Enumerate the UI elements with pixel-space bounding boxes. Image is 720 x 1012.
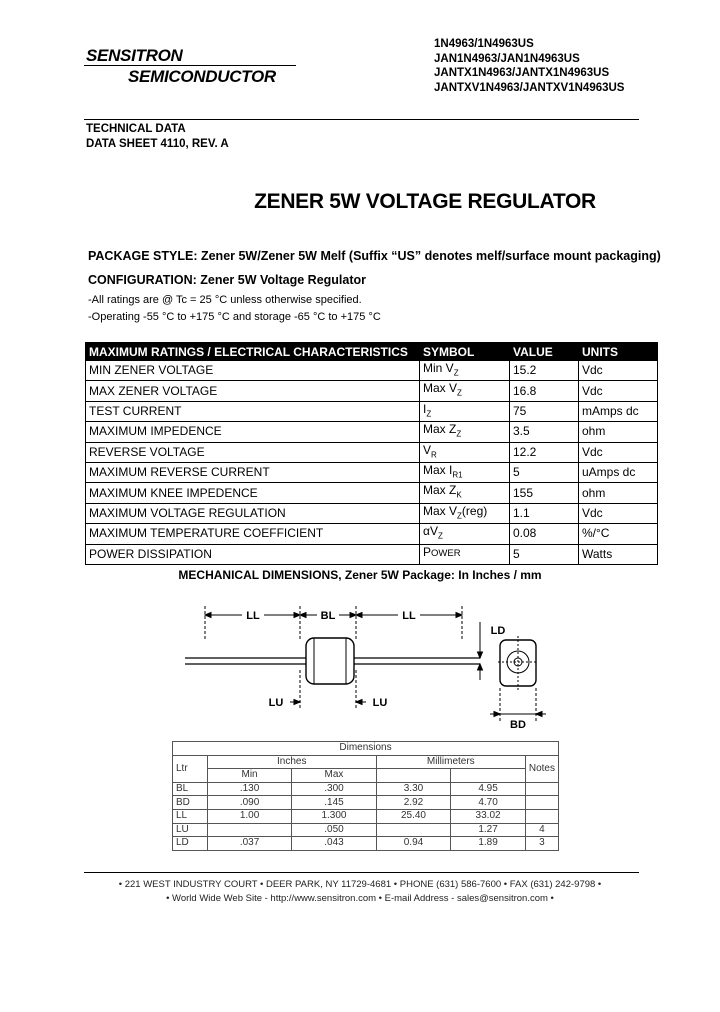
table-row: [86, 381, 658, 401]
param-cell: MIN ZENER VOLTAGE: [86, 361, 420, 381]
part-number: JANTXV1N4963/JANTXV1N4963US: [434, 81, 625, 94]
param-cell: MAX ZENER VOLTAGE: [86, 381, 420, 401]
end-view-body: [500, 640, 536, 686]
label-bl: BL: [320, 610, 336, 622]
dims-col-ltr: Ltr: [173, 755, 208, 782]
symbol-text: V: [423, 442, 432, 457]
table-row: [86, 462, 658, 482]
table-row: [86, 544, 658, 564]
symbol-subscript: R: [431, 449, 437, 459]
dims-cell-notes: [525, 809, 558, 823]
value-cell: 1.1: [510, 503, 579, 523]
symbol-cell: [420, 442, 510, 462]
units-cell: Watts: [579, 544, 658, 564]
symbol-subscript: R1: [452, 470, 463, 480]
value-cell: 16.8: [510, 381, 579, 401]
symbol-suffix: (reg): [461, 503, 488, 518]
param-cell: MAXIMUM IMPEDENCE: [86, 422, 420, 442]
symbol-cell: [420, 422, 510, 442]
symbol-cell: [420, 483, 510, 503]
symbol-suffix: OWER: [431, 547, 461, 559]
symbol-cell: [420, 503, 510, 523]
value-cell: 75: [510, 401, 579, 421]
units-cell: uAmps dc: [579, 462, 658, 482]
param-cell: REVERSE VOLTAGE: [86, 442, 420, 462]
dims-caption: Dimensions: [173, 742, 559, 756]
dims-cell-notes: [525, 782, 558, 796]
value-cell: 0.08: [510, 524, 579, 544]
symbol-text: P: [423, 544, 432, 559]
symbol-text: αV: [423, 524, 438, 539]
col-header-value: VALUE: [510, 343, 579, 361]
symbol-subscript: Z: [456, 429, 462, 439]
ratings-note: -All ratings are @ Tc = 25 °C unless otherwise specified.: [88, 294, 362, 306]
symbol-subscript: Z: [457, 511, 462, 521]
package-style: PACKAGE STYLE: Zener 5W/Zener 5W Melf (Suffix “US” denotes melf/surface mount packaging): [88, 249, 661, 263]
company-name-line1: SENSITRON: [86, 46, 183, 65]
dims-sub-max: Max: [292, 769, 376, 783]
ratings-body: [86, 361, 658, 565]
header-divider: [84, 119, 639, 120]
param-cell: TEST CURRENT: [86, 401, 420, 421]
table-row: [86, 361, 658, 381]
symbol-cell: [420, 381, 510, 401]
table-row: [86, 483, 658, 503]
dimensions-table: [172, 741, 559, 851]
symbol-subscript: Z: [437, 531, 443, 541]
param-cell: POWER DISSIPATION: [86, 544, 420, 564]
footer-address: • 221 WEST INDUSTRY COURT • DEER PARK, NY 11729-4681 • PHONE (631) 586-7600 • FAX (631) 242-9798 •: [118, 879, 602, 890]
param-cell: MAXIMUM TEMPERATURE COEFFICIENT: [86, 524, 420, 544]
table-row: [86, 422, 658, 442]
dims-cell-mm-max: 4.95: [451, 782, 526, 796]
units-cell: mAmps dc: [579, 401, 658, 421]
dims-cell-ltr: LU: [173, 823, 208, 837]
arrow-head: [478, 652, 483, 658]
value-cell: 3.5: [510, 422, 579, 442]
label-ll-left: LL: [246, 610, 260, 622]
units-cell: Vdc: [579, 503, 658, 523]
dims-cell-notes: 3: [525, 837, 558, 851]
dims-cell-ltr: LD: [173, 837, 208, 851]
dims-sub-mm-max: [451, 769, 526, 783]
arrow-head: [456, 613, 462, 618]
table-row: [173, 837, 559, 851]
symbol-cell: [420, 544, 510, 564]
symbol-text: Min V: [423, 361, 454, 375]
arrow-head: [294, 700, 300, 705]
units-cell: ohm: [579, 422, 658, 442]
dims-cell-notes: [525, 796, 558, 810]
param-cell: MAXIMUM VOLTAGE REGULATION: [86, 503, 420, 523]
symbol-text: Max V: [423, 381, 458, 396]
dims-cell-ltr: BD: [173, 796, 208, 810]
table-row: [86, 442, 658, 462]
col-header-symbol: SYMBOL: [420, 343, 510, 361]
dims-sub-min: Min: [207, 769, 291, 783]
dims-col-inches: Inches: [207, 755, 376, 769]
logo-underline: [84, 65, 296, 66]
param-cell: MAXIMUM REVERSE CURRENT: [86, 462, 420, 482]
units-cell: %/°C: [579, 524, 658, 544]
label-lu-left: LU: [268, 697, 284, 709]
arrow-head: [356, 613, 362, 618]
dims-cell-in-min: .037: [207, 837, 291, 851]
dims-cell-mm-min: 2.92: [376, 796, 451, 810]
param-cell: MAXIMUM KNEE IMPEDENCE: [86, 483, 420, 503]
value-cell: 155: [510, 483, 579, 503]
dims-cell-ltr: LL: [173, 809, 208, 823]
table-row: [86, 401, 658, 421]
dims-cell-in-min: .130: [207, 782, 291, 796]
dims-cell-in-max: 1.300: [292, 809, 376, 823]
symbol-text: Max I: [423, 462, 453, 477]
arrow-head: [300, 613, 306, 618]
col-header-units: UNITS: [579, 343, 658, 361]
arrow-head: [478, 664, 483, 670]
symbol-text: I: [423, 401, 427, 416]
dims-cell-mm-max: 1.89: [451, 837, 526, 851]
part-number: JANTX1N4963/JANTX1N4963US: [434, 67, 610, 79]
symbol-subscript: Z: [426, 409, 432, 419]
symbol-cell: [420, 462, 510, 482]
part-number: 1N4963/1N4963US: [434, 38, 534, 50]
symbol-text: Max Z: [423, 483, 457, 498]
table-row: [173, 796, 559, 810]
table-row: [86, 524, 658, 544]
package-drawing: [180, 600, 560, 730]
footer-web: • World Wide Web Site - http://www.sensitron.com • E-mail Address - sales@sensitron.com •: [166, 893, 554, 904]
technical-data-label: TECHNICAL DATA: [86, 123, 186, 135]
dims-col-mm: Millimeters: [376, 755, 525, 769]
units-cell: Vdc: [579, 442, 658, 462]
dims-cell-in-max: .145: [292, 796, 376, 810]
dims-cell-in-min: 1.00: [207, 809, 291, 823]
dims-sub-mm-min: [376, 769, 451, 783]
diode-body: [306, 638, 354, 684]
dims-body: [173, 782, 559, 850]
arrow-head: [205, 613, 211, 618]
dims-cell-mm-min: 3.30: [376, 782, 451, 796]
dims-cell-mm-max: 1.27: [451, 823, 526, 837]
dims-col-notes: Notes: [525, 755, 558, 782]
value-cell: 5: [510, 544, 579, 564]
dims-cell-in-min: [207, 823, 291, 837]
mechanical-title: MECHANICAL DIMENSIONS, Zener 5W Package: In Inches / mm: [178, 568, 542, 582]
symbol-subscript: K: [456, 490, 462, 500]
arrow-head: [536, 712, 542, 717]
dims-cell-mm-max: 33.02: [451, 809, 526, 823]
symbol-cell: [420, 401, 510, 421]
dims-cell-mm-max: 4.70: [451, 796, 526, 810]
value-cell: 5: [510, 462, 579, 482]
ratings-table: [85, 342, 658, 565]
label-ld: LD: [490, 625, 506, 637]
units-cell: ohm: [579, 483, 658, 503]
symbol-subscript: Z: [457, 388, 462, 398]
dims-cell-in-max: .300: [292, 782, 376, 796]
part-number: JAN1N4963/JAN1N4963US: [434, 52, 580, 65]
label-bd: BD: [510, 719, 526, 730]
part-numbers: [434, 37, 624, 95]
footer-divider: [84, 872, 639, 873]
value-cell: 12.2: [510, 442, 579, 462]
configuration: CONFIGURATION: Zener 5W Voltage Regulator: [88, 273, 367, 287]
symbol-text: Max Z: [423, 422, 457, 437]
page-title: ZENER 5W VOLTAGE REGULATOR: [254, 190, 596, 213]
symbol-cell: [420, 361, 510, 381]
col-header-parameter: MAXIMUM RATINGS / ELECTRICAL CHARACTERISTICS: [86, 343, 420, 361]
units-cell: Vdc: [579, 381, 658, 401]
units-cell: Vdc: [579, 361, 658, 381]
dims-cell-mm-min: 25.40: [376, 809, 451, 823]
table-row: [173, 809, 559, 823]
table-row: [173, 823, 559, 837]
dims-cell-in-max: .050: [292, 823, 376, 837]
dims-cell-in-min: .090: [207, 796, 291, 810]
dims-cell-mm-min: 0.94: [376, 837, 451, 851]
table-row: [86, 503, 658, 523]
dims-cell-mm-min: [376, 823, 451, 837]
ratings-header-row: [86, 343, 658, 361]
data-sheet-label: DATA SHEET 4110, REV. A: [86, 137, 229, 150]
symbol-subscript: Z: [453, 368, 459, 378]
label-lu-right: LU: [372, 697, 388, 709]
dims-cell-notes: 4: [525, 823, 558, 837]
symbol-text: Max V: [423, 503, 458, 518]
arrow-head: [356, 700, 362, 705]
operating-note: -Operating -55 °C to +175 °C and storage -65 °C to +175 °C: [88, 311, 381, 323]
symbol-cell: [420, 524, 510, 544]
dims-cell-ltr: BL: [173, 782, 208, 796]
table-row: [173, 782, 559, 796]
value-cell: 15.2: [510, 361, 579, 381]
technical-data-block: [86, 122, 229, 151]
label-ll-right: LL: [402, 610, 416, 622]
company-name-line2: SEMICONDUCTOR: [128, 67, 276, 86]
dims-cell-in-max: .043: [292, 837, 376, 851]
arrow-head: [494, 712, 500, 717]
